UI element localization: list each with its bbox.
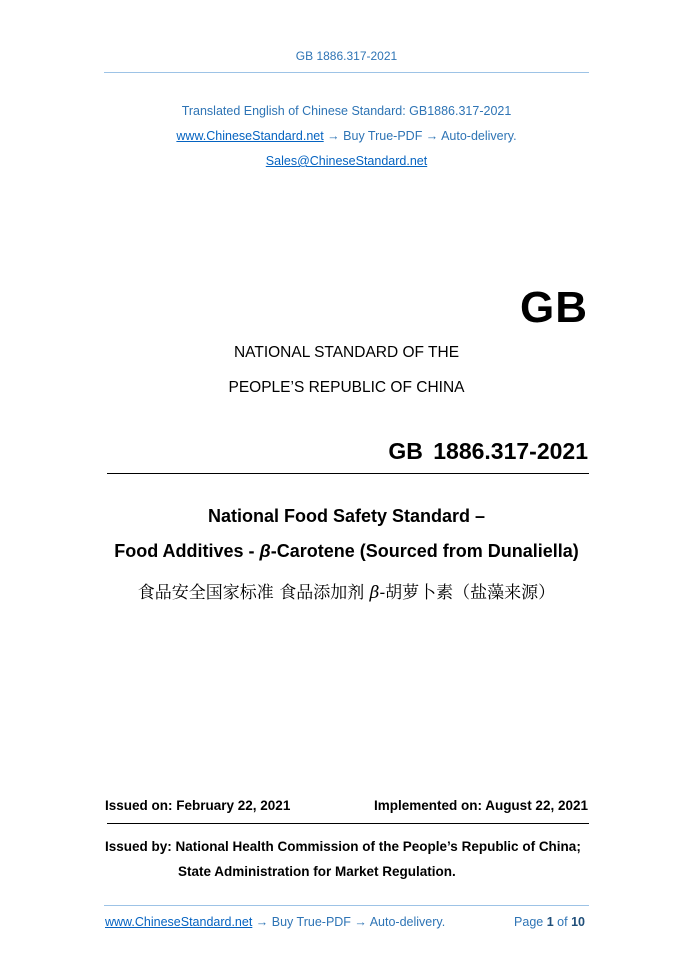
footer-divider bbox=[104, 905, 589, 906]
chinese-title bbox=[0, 578, 693, 603]
footer-buy-line bbox=[105, 915, 445, 929]
title-line-1: National Food Safety Standard – bbox=[207, 506, 486, 526]
page-current: 1 bbox=[546, 915, 554, 929]
header-divider bbox=[104, 72, 589, 73]
header-standard-code: GB 1886.317-2021 bbox=[295, 49, 398, 63]
footer-site-link[interactable]: www.ChineseStandard.net bbox=[105, 915, 253, 929]
page-number bbox=[514, 915, 585, 929]
title-line-2 bbox=[0, 541, 693, 562]
issuer-line-1: Issued by: National Health Commission of the People’s Republic of China; bbox=[105, 839, 581, 854]
beta-symbol: β bbox=[259, 541, 271, 561]
standard-number: GB 1886.317-2021 bbox=[388, 438, 588, 464]
buy-text: → Buy True-PDF → Auto-delivery. bbox=[323, 129, 517, 143]
email-link[interactable]: Sales@ChineseStandard.net bbox=[265, 154, 428, 168]
page-label: Page bbox=[514, 915, 544, 929]
issuer-line-2: State Administration for Market Regulation. bbox=[178, 864, 456, 879]
buy-line bbox=[0, 129, 693, 143]
dates-rule bbox=[107, 823, 589, 824]
national-line-2: PEOPLE’S REPUBLIC OF CHINA bbox=[228, 379, 465, 396]
of-label: of bbox=[557, 915, 568, 929]
chinese-beta-symbol: β bbox=[369, 583, 380, 603]
chinese-title-prefix: 食品安全国家标准 食品添加剂 bbox=[137, 583, 370, 603]
national-line-1: NATIONAL STANDARD OF THE bbox=[233, 344, 460, 361]
implemented-date: Implemented on: August 22, 2021 bbox=[373, 798, 588, 813]
site-link[interactable]: www.ChineseStandard.net bbox=[176, 129, 324, 143]
email-line bbox=[0, 154, 693, 168]
gb-mark: GB bbox=[520, 283, 588, 332]
chinese-title-suffix: -胡萝卜素（盐藻来源） bbox=[379, 583, 556, 603]
title-top-rule bbox=[107, 473, 589, 474]
title-prefix: Food Additives - bbox=[114, 541, 260, 561]
issued-date: Issued on: February 22, 2021 bbox=[105, 798, 291, 813]
footer-buy-text: → Buy True-PDF → Auto-delivery. bbox=[252, 915, 446, 929]
title-suffix: -Carotene (Sourced from Dunaliella) bbox=[270, 541, 579, 561]
page-total: 10 bbox=[571, 915, 585, 929]
translated-line: Translated English of Chinese Standard: GB1886.317-2021 bbox=[181, 104, 512, 118]
